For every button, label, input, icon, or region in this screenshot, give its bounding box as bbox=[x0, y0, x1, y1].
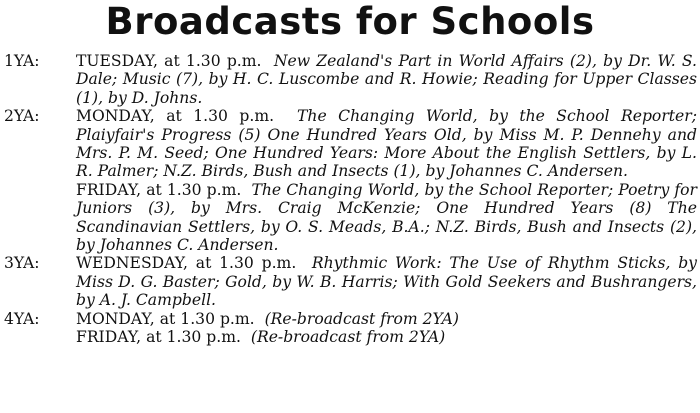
station-label: 1YA: bbox=[4, 52, 40, 70]
session bbox=[76, 328, 697, 346]
session bbox=[76, 254, 697, 309]
station-label: 2YA: bbox=[4, 107, 40, 126]
session-text bbox=[76, 181, 697, 255]
session-day: WEDNESDAY, bbox=[76, 254, 188, 273]
session bbox=[76, 107, 697, 181]
page-title: Broadcasts for Schools bbox=[105, 0, 595, 43]
station-label: 3YA: bbox=[4, 254, 40, 273]
session-time: at 1.30 p.m. bbox=[146, 328, 241, 347]
session-time: at 1.30 p.m. bbox=[159, 309, 255, 328]
session-text bbox=[76, 310, 697, 328]
session-day: MONDAY, bbox=[76, 309, 155, 328]
session bbox=[76, 52, 697, 107]
session-day: MONDAY, bbox=[76, 107, 155, 126]
session-day: FRIDAY, bbox=[76, 180, 142, 199]
session-text bbox=[76, 254, 697, 309]
station-entry-3ya bbox=[4, 254, 697, 309]
station-label: 4YA: bbox=[4, 309, 40, 328]
session-programme: Rhythmic Work: The Use of Rhythm Sticks, by Miss D. G. Baster; Gold, by W. B. Harris; With Gold Seekers and Bushrangers, by A. J. Campbell. bbox=[76, 254, 697, 310]
session-programme: New Zealand's Part in World Affairs (2), by Dr. W. S. Dale; Music (7), by H. C. Luscombe and R. Howie; Reading for Upper Classes (1), by D. Johns. bbox=[76, 52, 697, 107]
session bbox=[76, 310, 697, 328]
session-day: FRIDAY, bbox=[76, 328, 142, 347]
session-programme: (Re-broadcast from 2YA) bbox=[264, 309, 459, 328]
session-programme: The Changing World, by the School Reporter; Plaiyfair's Progress (5) One Hundred Years Old, by Miss M. P. Dennehy and Mrs. P. M. Seed; One Hundred Years: More About the English Settlers, by L. R. Palmer; N.Z. Birds, Bush and Insects (1), by Johannes C. Andersen. bbox=[76, 107, 697, 181]
session-time: at 1.30 p.m. bbox=[195, 254, 297, 273]
session-programme: (Re-broadcast from 2YA) bbox=[250, 328, 446, 347]
session-text bbox=[76, 52, 697, 107]
station-entry-1ya bbox=[4, 52, 697, 107]
session-time: at 1.30 p.m. bbox=[146, 180, 242, 199]
station-entry-2ya bbox=[4, 107, 697, 254]
session-time: at 1.30 p.m. bbox=[164, 52, 262, 70]
session bbox=[76, 181, 697, 255]
session-time: at 1.30 p.m. bbox=[166, 107, 275, 126]
station-entry-4ya bbox=[4, 310, 697, 347]
schedule bbox=[4, 52, 697, 347]
session-programme: The Changing World, by the School Reporter; Poetry for Juniors (3), by Mrs. Craig McKenzie; One Hundred Years (8) The Scandinavian Settlers, by O. S. Meads, B.A.; N.Z. Birds, Bush and Insects (2), by Johannes C. Andersen. bbox=[76, 180, 697, 255]
session-day: TUESDAY, bbox=[76, 52, 158, 70]
session-text bbox=[76, 328, 697, 346]
session-text bbox=[76, 107, 697, 181]
